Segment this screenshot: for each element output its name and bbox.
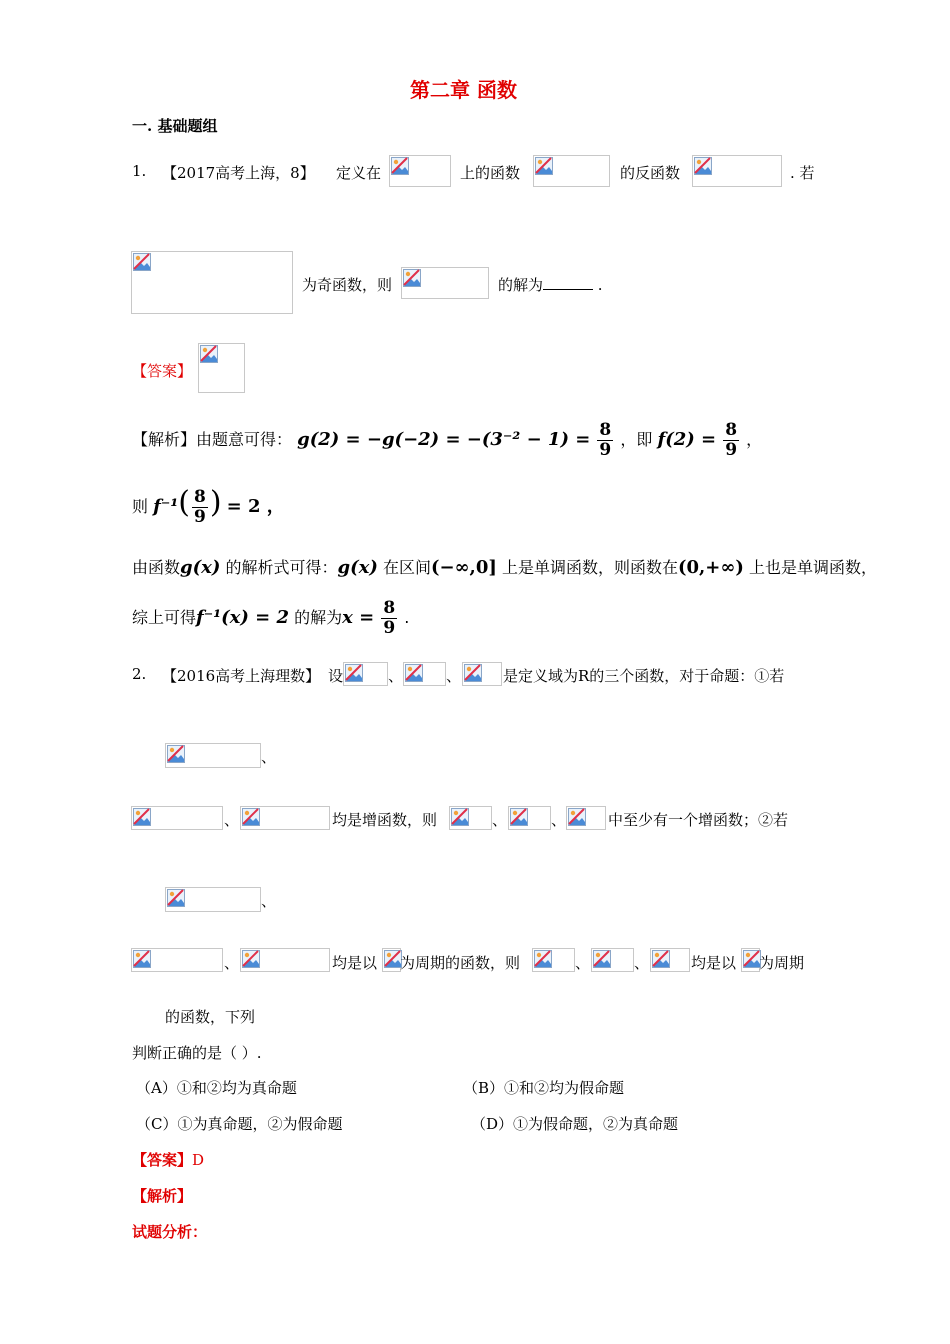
formula-image [165, 743, 261, 768]
q2-analysis-label: 【解析】 [132, 1187, 193, 1205]
q2-text-8: 为周期 [759, 954, 805, 972]
separator: 、 [446, 667, 462, 685]
formula-image [382, 948, 401, 972]
q1-analysis-line-3: 由函数g(x) 的解析式可得：g(x) 在区间(−∞,0] 上是单调函数，则函数在(0,+∞) 上也是单调函数， [132, 557, 877, 578]
separator: 、 [224, 811, 240, 829]
q2-text-4: 中至少有一个增函数；②若 [608, 811, 789, 829]
q1-text-6: 的解为 . [498, 276, 603, 294]
formula-image [165, 887, 261, 912]
q1-text-1: 定义在 [336, 164, 382, 182]
q2-text-1: 设 [328, 667, 344, 685]
option-a: （A）①和②均为真命题 [136, 1079, 297, 1097]
q1-source: 【2017高考上海，8】 [162, 164, 315, 182]
q2-number: 2. [132, 665, 147, 683]
q2-text-5: 均是以 [332, 954, 378, 972]
formula-image [198, 343, 245, 393]
separator: 、 [634, 954, 650, 972]
q1-text-3: 的反函数 [620, 164, 681, 182]
formula-image [401, 267, 489, 299]
formula-image [131, 806, 223, 830]
formula-image [389, 155, 451, 187]
q2-text-2: 是定义域为R的三个函数，对于命题：①若 [503, 667, 785, 685]
q2-text-10: 判断正确的是（ ）. [132, 1044, 262, 1062]
separator: 、 [492, 811, 508, 829]
q2-text-6: 为周期的函数，则 [400, 954, 521, 972]
q1-analysis-line-1: 【解析】由题意可得： g(2) = −g(−2) = −(3⁻² − 1) = $\frac{8}{9}$ ，即 f(2) = $\frac{8}{9}$ ， [132, 420, 763, 460]
option-c: （C）①为真命题，②为假命题 [136, 1115, 343, 1133]
page-title: 第二章 函数 [410, 78, 517, 102]
separator: 、 [575, 954, 591, 972]
formula-image [131, 948, 223, 972]
formula-image [566, 806, 606, 830]
formula-image [532, 948, 575, 972]
q1-number: 1. [132, 162, 147, 180]
option-d: （D）①为假命题，②为真命题 [471, 1115, 679, 1133]
q2-analysis-sub: 试题分析： [132, 1223, 208, 1241]
formula-image [692, 155, 782, 187]
q2-answer: 【答案】D [132, 1151, 205, 1169]
formula-image [741, 948, 760, 972]
q2-text-9: 的函数，下列 [165, 1008, 256, 1026]
formula-image [462, 662, 502, 686]
q1-analysis-line-4: 综上可得f⁻¹(x) = 2 的解为x = $\frac{8}{9}$ . [132, 598, 410, 638]
q1-text-4: . 若 [790, 164, 815, 182]
section-heading: 一. 基础题组 [132, 117, 218, 135]
formula-image [131, 251, 293, 314]
q1-answer-label: 【答案】 [132, 362, 193, 380]
formula-image [240, 948, 330, 972]
formula-image [449, 806, 492, 830]
formula-image [403, 662, 446, 686]
formula-image [343, 662, 388, 686]
q1-text-5: 为奇函数，则 [302, 276, 393, 294]
separator: 、 [261, 892, 277, 910]
q1-text-2: 上的函数 [460, 164, 521, 182]
q2-source: 【2016高考上海理数】 [162, 667, 321, 685]
answer-blank [543, 275, 593, 290]
q1-analysis-line-2: 则 f⁻¹( $\frac{8}{9}$ ) = 2 ， [132, 485, 285, 527]
formula-image [508, 806, 551, 830]
formula-image [240, 806, 330, 830]
separator: 、 [551, 811, 567, 829]
formula-image [650, 948, 690, 972]
formula-image [533, 155, 610, 187]
separator: 、 [388, 667, 404, 685]
q2-text-7: 均是以 [691, 954, 737, 972]
separator: 、 [224, 954, 240, 972]
q2-text-3: 均是增函数，则 [332, 811, 438, 829]
formula-image [591, 948, 634, 972]
option-b: （B）①和②均为假命题 [463, 1079, 625, 1097]
separator: 、 [261, 748, 277, 766]
